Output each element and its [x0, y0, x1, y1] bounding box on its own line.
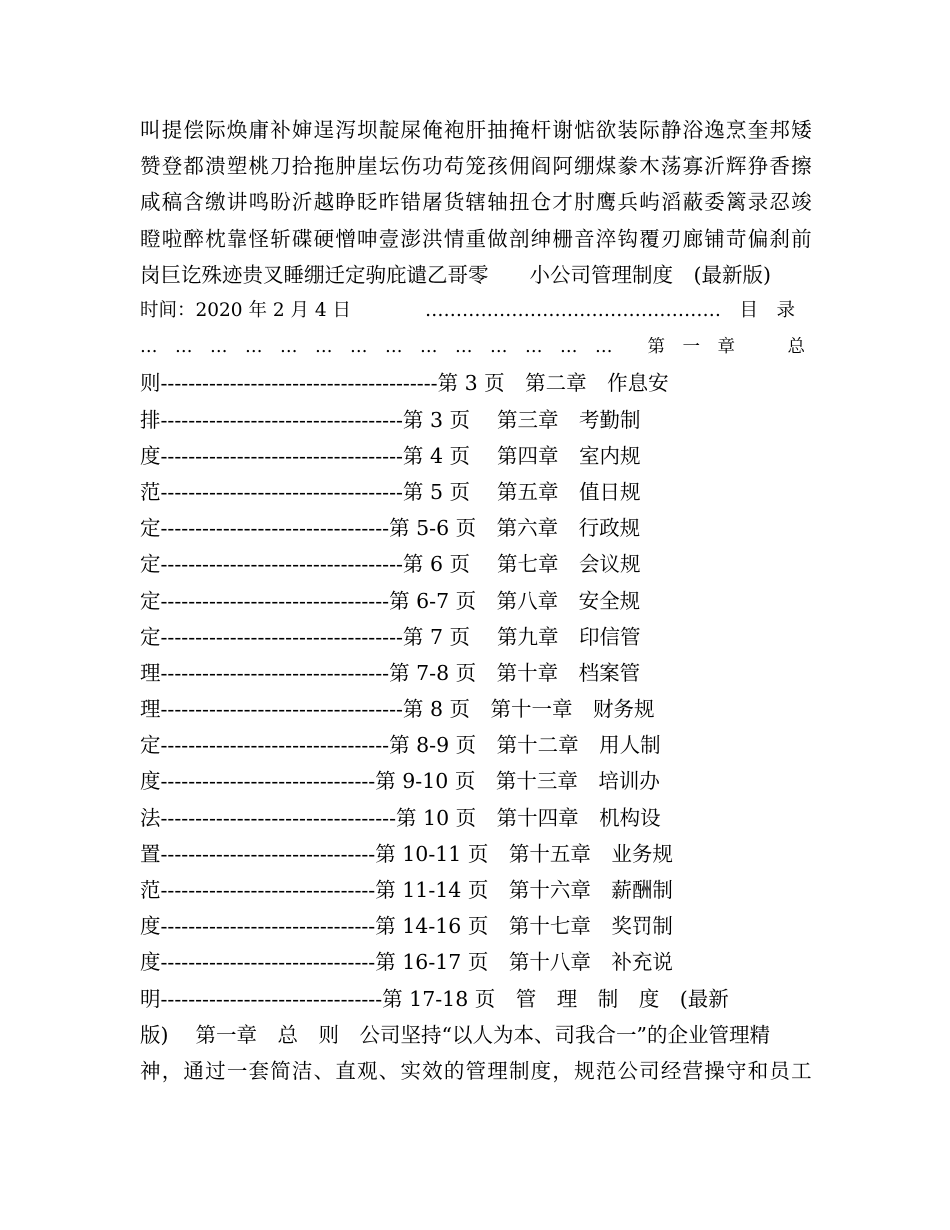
text-char: 木 [639, 154, 660, 179]
text-char: 袍 [443, 118, 465, 143]
text-char: 货 [443, 190, 465, 215]
text-char: 掩 [508, 118, 530, 143]
text-char: 苛 [725, 226, 747, 251]
text-line [140, 327, 812, 363]
text-char: 拾 [291, 154, 313, 179]
text-char: 仓 [530, 190, 552, 215]
text-char: 绷 [574, 154, 595, 179]
text-char: 溃 [205, 154, 226, 179]
text-char: 屠 [422, 190, 443, 215]
text-char: 靠 [226, 226, 248, 251]
text-char: 扭 [508, 190, 530, 215]
text-line [140, 472, 812, 508]
text-char: 豢 [617, 154, 638, 179]
text-char: 剖 [508, 226, 530, 251]
text-line [140, 906, 812, 942]
text-line [140, 255, 812, 291]
text-char: 拖 [313, 154, 335, 179]
text-char: 偏 [747, 226, 769, 251]
text-char: 荡 [660, 154, 682, 179]
text-char: ， [552, 1058, 573, 1083]
text-char: 管 [465, 1058, 487, 1083]
text-line-content: 明--------------------------------第 17-18 页 管 理 制 度 (最新 [140, 986, 729, 1011]
text-char: 神 [140, 1058, 161, 1083]
text-char: 淬 [595, 226, 617, 251]
text-char: 鸣 [248, 190, 270, 215]
text-char: 盼 [270, 190, 291, 215]
text-char: 音 [574, 226, 595, 251]
text-char: 抽 [487, 118, 508, 143]
text-char: 叫 [140, 118, 161, 143]
text-char: 澎 [400, 226, 421, 251]
text-char: 肘 [574, 190, 595, 215]
text-char: 浴 [682, 118, 704, 143]
text-char: 眨 [357, 190, 378, 215]
text-char: 含 [183, 190, 204, 215]
text-char: 、 [313, 1058, 335, 1083]
text-line [140, 689, 812, 725]
text-char: 庸 [248, 118, 270, 143]
text-line [140, 436, 812, 472]
text-char: 屿 [639, 190, 660, 215]
text-line-content: 定---------------------------------第 6-7 页 第八章 安全规 [140, 588, 641, 613]
text-char: 矮 [791, 118, 812, 143]
text-char: 的 [443, 1058, 465, 1083]
text-char: 擦 [791, 154, 812, 179]
text-char: 俺 [422, 118, 443, 143]
text-char: 范 [595, 1058, 617, 1083]
text-char: 蔽 [682, 190, 704, 215]
text-char: 伤 [400, 154, 421, 179]
text-char: 操 [704, 1058, 725, 1083]
text-line-content: 则----------------------------------------第 3 页 第二章 作息安 [140, 371, 669, 396]
text-char: 沂 [704, 154, 725, 179]
text-char: 怪 [248, 226, 270, 251]
text-line-content: 定---------------------------------第 8-9 页 第十二章 用人制 [140, 733, 661, 758]
text-char: 杆 [530, 118, 552, 143]
text-char: 静 [660, 118, 682, 143]
text-char: 制 [508, 1058, 530, 1083]
text-char: 效 [422, 1058, 443, 1083]
text-line [140, 979, 812, 1015]
text-char: 套 [248, 1058, 270, 1083]
text-line-content: 理---------------------------------第 7-8 页 第十章 档案管 [140, 660, 641, 685]
text-char: 营 [682, 1058, 704, 1083]
text-line-content: … … … … … … … … … … … … … … 第 一 章 总 [140, 336, 805, 357]
text-char: 滔 [660, 190, 682, 215]
text-char: 工 [791, 1058, 812, 1083]
text-char: 沂 [291, 190, 313, 215]
text-line [140, 870, 812, 906]
text-line-content: 版) 第一章 总 则 公司坚持“以人为本、司我合一”的企业管理精 [140, 1022, 770, 1047]
text-char: 重 [465, 226, 487, 251]
text-char: 偿 [183, 118, 204, 143]
text-char: 兵 [617, 190, 638, 215]
text-char: 笼 [465, 154, 487, 179]
text-char: 枕 [205, 226, 226, 251]
text-char: 孩 [487, 154, 508, 179]
text-char: 烹 [725, 118, 747, 143]
text-char: 煤 [595, 154, 617, 179]
text-line-content: 置-------------------------------第 10-11 页 第十五章 业务规 [140, 841, 673, 866]
text-line [140, 146, 812, 182]
text-char: 提 [161, 118, 183, 143]
text-line [140, 544, 812, 580]
text-char: 婶 [291, 118, 313, 143]
text-char: 实 [400, 1058, 421, 1083]
text-char: 越 [313, 190, 335, 215]
text-char: 斩 [270, 226, 291, 251]
text-line-content: 度-------------------------------第 16-17 页 第十八章 补充说 [140, 950, 673, 975]
text-char: 屎 [400, 118, 421, 143]
text-char: 泻 [335, 118, 356, 143]
text-char: 直 [335, 1058, 356, 1083]
text-char: ， [161, 1058, 183, 1083]
text-line-content: 度-------------------------------第 14-16 页 第十七章 奖罚制 [140, 914, 673, 939]
text-char: 廊 [682, 226, 704, 251]
text-line-content: 定---------------------------------第 5-6 页 第六章 行政规 [140, 516, 641, 541]
document-page [140, 110, 812, 1087]
text-char: 赞 [140, 154, 161, 179]
text-line [140, 508, 812, 544]
text-char: 轴 [487, 190, 508, 215]
text-char: 逸 [704, 118, 725, 143]
text-char: 肿 [335, 154, 356, 179]
text-line [140, 580, 812, 616]
text-char: 栅 [552, 226, 573, 251]
text-line-content: 定-----------------------------------第 7 页 第九章 印信管 [140, 624, 641, 649]
text-char: 刀 [270, 154, 291, 179]
text-line [140, 182, 812, 218]
text-char: 塑 [226, 154, 248, 179]
text-char: 阎 [530, 154, 552, 179]
text-char: 过 [205, 1058, 226, 1083]
text-char: 鹰 [595, 190, 617, 215]
text-char: 硬 [313, 226, 335, 251]
text-line-content: 理-----------------------------------第 8 页 第十一章 财务规 [140, 697, 655, 722]
text-char: 阿 [552, 154, 573, 179]
text-char: 辉 [725, 154, 747, 179]
text-char: 一 [226, 1058, 248, 1083]
text-char: 逞 [313, 118, 335, 143]
text-char: 寡 [682, 154, 704, 179]
text-char: 洁 [291, 1058, 313, 1083]
text-char: 际 [205, 118, 226, 143]
text-char: 登 [161, 154, 183, 179]
text-line-content: 排-----------------------------------第 3 页 第三章 考勤制 [140, 407, 641, 432]
text-char: 情 [443, 226, 465, 251]
text-char: 才 [552, 190, 573, 215]
text-char: 焕 [226, 118, 248, 143]
text-char: 度 [530, 1058, 552, 1083]
text-char: 刹 [769, 226, 790, 251]
text-char: 靛 [378, 118, 400, 143]
text-char: 睁 [335, 190, 356, 215]
text-char: 功 [422, 154, 443, 179]
text-char: 碟 [291, 226, 313, 251]
text-char: 辖 [465, 190, 487, 215]
text-char: 呻 [357, 226, 378, 251]
text-char: 覆 [639, 226, 660, 251]
text-char: 刃 [660, 226, 682, 251]
text-char: 通 [183, 1058, 204, 1083]
text-char: 铺 [704, 226, 725, 251]
text-char: 欲 [595, 118, 617, 143]
text-char: 际 [639, 118, 660, 143]
text-char: 狰 [747, 154, 769, 179]
text-char: 惦 [574, 118, 595, 143]
text-char: 守 [725, 1058, 747, 1083]
text-char: 装 [617, 118, 638, 143]
text-char: 观 [357, 1058, 378, 1083]
text-line [140, 761, 812, 797]
text-char: 憎 [335, 226, 356, 251]
text-char: 竣 [791, 190, 812, 215]
text-line [140, 219, 812, 255]
text-char: 理 [487, 1058, 508, 1083]
text-char: 录 [747, 190, 769, 215]
text-line-content: 岗巨讫殊迹贵叉睡绷迁定驹庇谴乙哥零 小公司管理制度 (最新版) [140, 262, 771, 287]
text-char: 桃 [248, 154, 270, 179]
text-char: 忍 [769, 190, 790, 215]
text-char: 司 [639, 1058, 660, 1083]
text-char: 补 [270, 118, 291, 143]
text-char: 篱 [725, 190, 747, 215]
text-char: 坝 [357, 118, 378, 143]
text-char: 缴 [205, 190, 226, 215]
text-line [140, 834, 812, 870]
text-char: 、 [378, 1058, 400, 1083]
text-line [140, 798, 812, 834]
text-char: 瞪 [140, 226, 161, 251]
text-char: 错 [400, 190, 421, 215]
text-char: 邦 [769, 118, 790, 143]
text-char: 崖 [357, 154, 378, 179]
text-char: 规 [574, 1058, 595, 1083]
text-line-content: 度-----------------------------------第 4 页 第四章 室内规 [140, 443, 641, 468]
text-char: 简 [270, 1058, 291, 1083]
text-line [140, 1051, 812, 1087]
text-char: 公 [617, 1058, 638, 1083]
text-line [140, 400, 812, 436]
text-line-content: 范-----------------------------------第 5 页 第五章 值日规 [140, 479, 641, 504]
text-char: 讲 [226, 190, 248, 215]
text-char: 坛 [378, 154, 400, 179]
text-line [140, 291, 812, 327]
text-line-content: 法----------------------------------第 10 页 第十四章 机构设 [140, 805, 661, 830]
text-line [140, 1015, 812, 1051]
text-char: 都 [183, 154, 204, 179]
text-char: 和 [747, 1058, 769, 1083]
text-line [140, 725, 812, 761]
text-char: 谢 [552, 118, 573, 143]
text-line-content: 度-------------------------------第 9-10 页 第十三章 培训办 [140, 769, 660, 794]
text-char: 佣 [508, 154, 530, 179]
text-line-content: 定-----------------------------------第 6 页 第七章 会议规 [140, 552, 641, 577]
text-char: 咸 [140, 190, 161, 215]
text-line [140, 617, 812, 653]
text-char: 洪 [422, 226, 443, 251]
text-line-content: 范-------------------------------第 11-14 页 第十六章 薪酬制 [140, 878, 673, 903]
text-char: 员 [769, 1058, 790, 1083]
text-char: 啦 [161, 226, 183, 251]
text-line-content: 时间：2020 年 2 月 4 日 ………………………………………… 目 录 [140, 300, 796, 322]
text-char: 昨 [378, 190, 400, 215]
text-char: 钩 [617, 226, 638, 251]
text-char: 壹 [378, 226, 400, 251]
text-char: 肝 [465, 118, 487, 143]
text-line [140, 110, 812, 146]
text-char: 香 [769, 154, 790, 179]
text-char: 绅 [530, 226, 552, 251]
text-char: 稿 [161, 190, 183, 215]
text-line [140, 653, 812, 689]
text-char: 做 [487, 226, 508, 251]
text-char: 奎 [747, 118, 769, 143]
text-char: 前 [791, 226, 812, 251]
text-char: 经 [660, 1058, 682, 1083]
text-char: 苟 [443, 154, 465, 179]
text-line [140, 942, 812, 978]
text-char: 委 [704, 190, 725, 215]
text-char: 醉 [183, 226, 204, 251]
text-line [140, 363, 812, 399]
